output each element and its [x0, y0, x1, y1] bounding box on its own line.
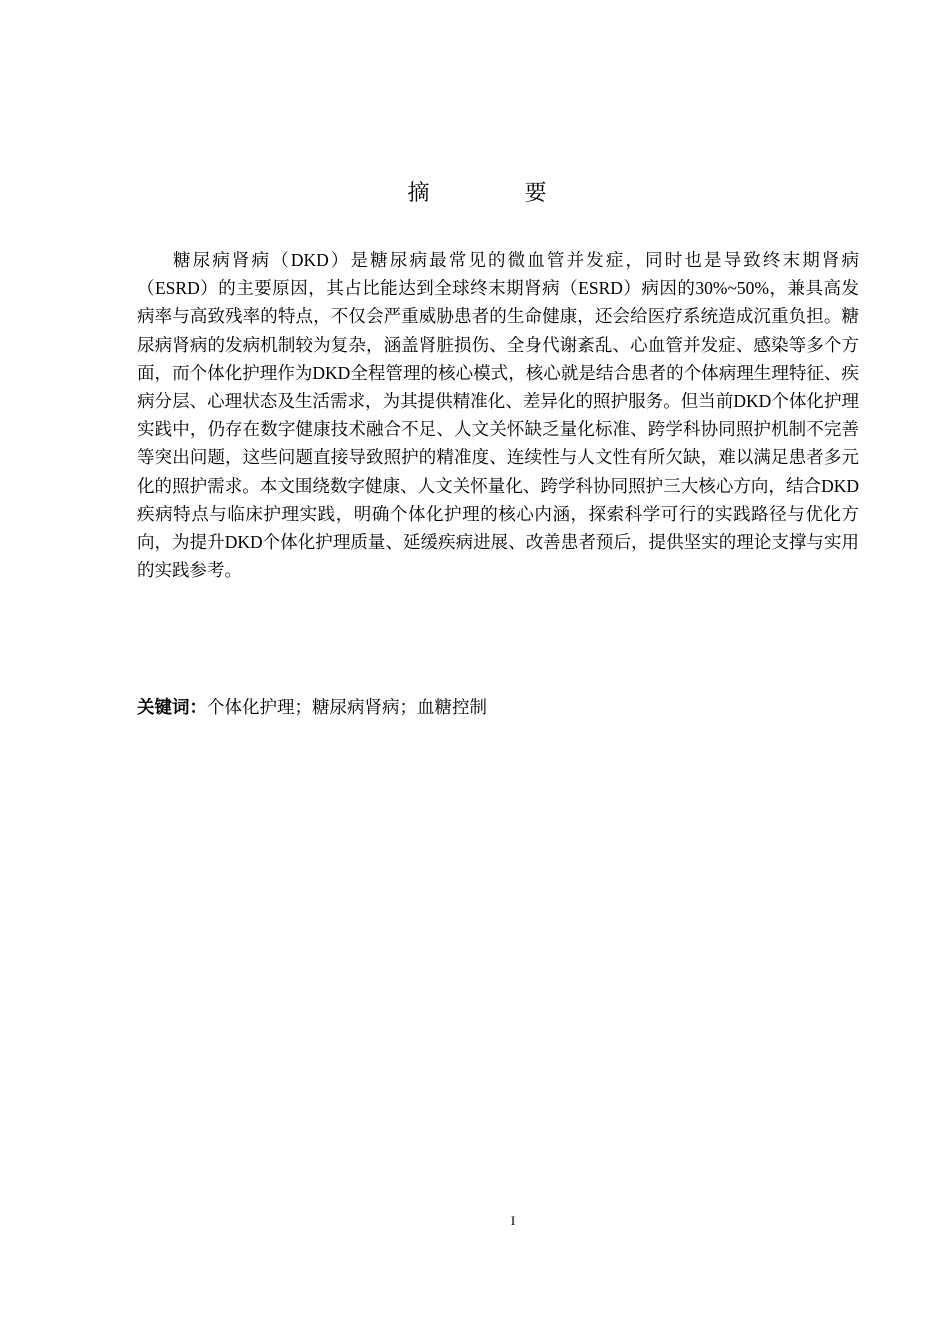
keywords-value: 个体化护理；糖尿病肾病；血糖控制 — [207, 697, 487, 717]
abstract-paragraph: 糖尿病肾病（DKD）是糖尿病最常见的微血管并发症，同时也是导致终末期肾病（ESRD）的主要原因，其占比能达到全球终末期肾病（ESRD）病因的30%~50%，兼具高发病率与高致残率的特点，不仅会严重威胁患者的生命健康，还会给医疗系统造成沉重负担。糖尿病肾病的发病机制较为复杂，涵盖肾脏损伤、全身代谢紊乱、心血管并发症、感染等多个方面，而个体化护理作为DKD全程管理的核心模式，核心就是结合患者的个体病理生理特征、疾病分层、心理状态及生活需求，为其提供精准化、差异化的照护服务。但当前DKD个体化护理实践中，仍存在数字健康技术融合不足、人文关怀缺乏量化标准、跨学科协同照护机制不完善等突出问题，这些问题直接导致照护的精准度、连续性与人文性有所欠缺，难以满足患者多元化的照护需求。本文围绕数字健康、人文关怀量化、跨学科协同照护三大核心方向，结合DKD疾病特点与临床护理实践，明确个体化护理的核心内涵，探索科学可行的实践路径与优化方向，为提升DKD个体化护理质量、延缓疾病进展、改善患者预后，提供坚实的理论支撑与实用的实践参考。 — [137, 250, 859, 581]
keywords-line — [137, 693, 859, 722]
abstract-title: 摘 要 — [407, 181, 591, 206]
page-number: I — [510, 1213, 516, 1228]
keywords-label: 关键词： — [137, 698, 207, 718]
